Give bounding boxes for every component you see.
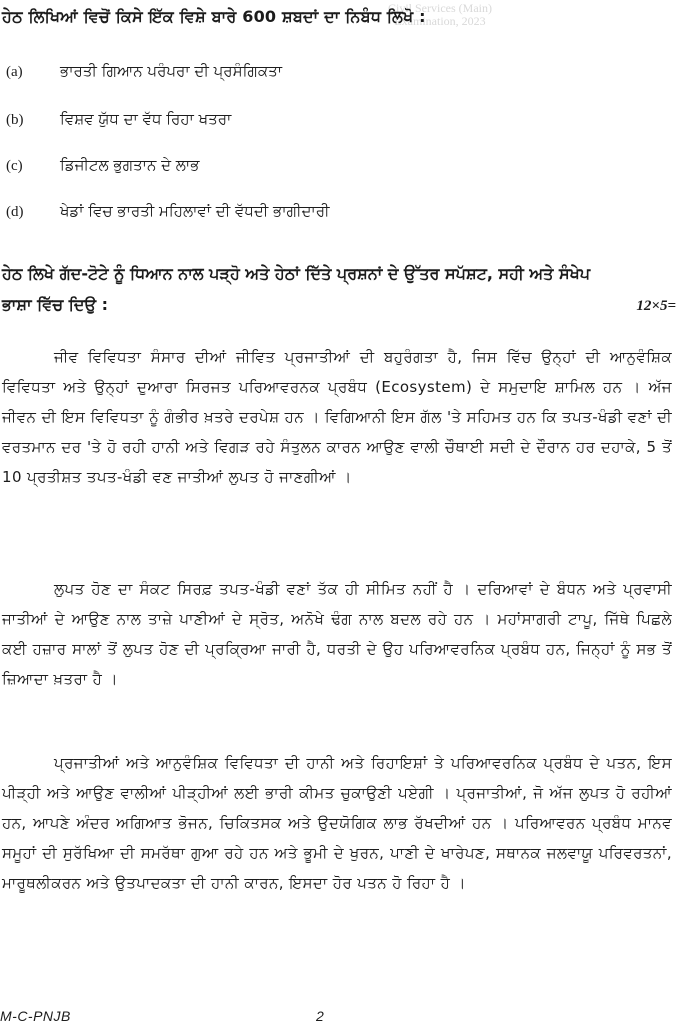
passage-paragraph-3: ਪ੍ਰਜਾਤੀਆਂ ਅਤੇ ਆਨੁਵੰਸ਼ਿਕ ਵਿਵਿਧਤਾ ਦੀ ਹਾਨੀ ਅਤੇ ਰਿਹਾਇਸ਼ਾਂ ਤੇ ਪਰਿਆਵਰਨਿਕ ਪ੍ਰਬੰਧ ਦੇ ਪਤਨ, ਇਸ ਪੀੜ੍ਹੀ ਅਤੇ ਆਉਣ ਵਾਲੀਆਂ ਪੀੜ੍ਹੀਆਂ ਲਈ ਭਾਰੀ ਕੀਮਤ ਚੁਕਾਉਣੀ ਪਏਗੀ । ਪ੍ਰਜਾਤੀਆਂ, ਜੋ ਅੱਜ ਲੁਪਤ ਹੋ ਰਹੀਆਂ ਹਨ, ਆਪਣੇ ਅੰਦਰ ਅਗਿਆਤ ਭੋਜਨ, ਚਿਕਿਤਸਕ ਅਤੇ ਉਦਯੋਗਿਕ ਲਾਭ ਰੱਖਦੀਆਂ ਹਨ । ਪਰਿਆਵਰਨ ਪ੍ਰਬੰਧ ਮਾਨਵ ਸਮੂਹਾਂ ਦੀ ਸੁਰੱਖਿਆ ਦੀ ਸਮਰੱਥਾ ਗੁਆ ਰਹੇ ਹਨ ਅਤੇ ਭੂਮੀ ਦੇ ਖੁਰਨ, ਪਾਣੀ ਦੇ ਖਾਰੇਪਣ, ਸਥਾਨਕ ਜਲਵਾਯੂ ਪਰਿਵਰਤਨਾਂ, ਮਾਰੂਥਲੀਕਰਨ ਅਤੇ ਉਤਪਾਦਕਤਾ ਦੀ ਹਾਨੀ ਕਾਰਨ, ਇਸਦਾ ਹੋਰ ਪਤਨ ਹੋ ਰਿਹਾ ਹੈ । xyxy=(2,754,672,892)
option-text: ਡਿਜੀਟਲ ਭੁਗਤਾਨ ਦੇ ਲਾਭ xyxy=(60,156,200,174)
passage-paragraph-2: ਲੁਪਤ ਹੋਣ ਦਾ ਸੰਕਟ ਸਿਰਫ਼ ਤਪਤ-ਖੰਡੀ ਵਣਾਂ ਤੱਕ ਹੀ ਸੀਮਿਤ ਨਹੀਂ ਹੈ । ਦਰਿਆਵਾਂ ਦੇ ਬੰਧਨ ਅਤੇ ਪ੍ਰਵਾਸੀ ਜਾਤੀਆਂ ਦੇ ਆਉਣ ਨਾਲ ਤਾਜ਼ੇ ਪਾਣੀਆਂ ਦੇ ਸ੍ਰੋਤ, ਅਨੋਖੇ ਢੰਗ ਨਾਲ ਬਦਲ ਰਹੇ ਹਨ । ਮਹਾਂਸਾਗਰੀ ਟਾਪੂ, ਜਿੱਥੇ ਪਿਛਲੇ ਕਈ ਹਜ਼ਾਰ ਸਾਲਾਂ ਤੋਂ ਲੁਪਤ ਹੋਣ ਦੀ ਪ੍ਰਕ੍ਰਿਆ ਜਾਰੀ ਹੈ, ਧਰਤੀ ਦੇ ਉਹ ਪਰਿਆਵਰਨਿਕ ਪ੍ਰਬੰਧ ਹਨ, ਜਿਨ੍ਹਾਂ ਨੂੰ ਸਭ ਤੋਂ ਜ਼ਿਆਦਾ ਖ਼ਤਰਾ ਹੈ । xyxy=(2,580,672,688)
option-label: (a) xyxy=(6,64,23,80)
marks-label: 12×5= xyxy=(636,298,676,314)
paper-code: M-C-PNJB xyxy=(0,1008,71,1024)
option-text: ਖੇਡਾਂ ਵਿਚ ਭਾਰਤੀ ਮਹਿਲਾਵਾਂ ਦੀ ਵੱਧਦੀ ਭਾਗੀਦਾਰੀ xyxy=(60,202,330,220)
essay-question-heading: ਹੇਠ ਲਿਖਿਆਂ ਵਿਚੋਂ ਕਿਸੇ ਇੱਕ ਵਿਸ਼ੇ ਬਾਰੇ 600 ਸ਼ਬਦਾਂ ਦਾ ਨਿਬੰਧ ਲਿਖੋ : xyxy=(2,7,426,26)
essay-option-b xyxy=(6,108,646,131)
option-label: (d) xyxy=(6,204,24,220)
option-label: (b) xyxy=(6,112,24,128)
passage-paragraph-1: ਜੀਵ ਵਿਵਿਧਤਾ ਸੰਸਾਰ ਦੀਆਂ ਜੀਵਿਤ ਪ੍ਰਜਾਤੀਆਂ ਦੀ ਬਹੁਰੰਗਤਾ ਹੈ, ਜਿਸ ਵਿੱਚ ਉਨ੍ਹਾਂ ਦੀ ਆਨੁਵੰਸ਼ਿਕ ਵਿਵਿਧਤਾ ਅਤੇ ਉਨ੍ਹਾਂ ਦੁਆਰਾ ਸਿਰਜਤ ਪਰਿਆਵਰਨਕ ਪ੍ਰਬੰਧ (Ecosystem) ਦੇ ਸਮੁਦਾਇ ਸ਼ਾਮਿਲ ਹਨ । ਅੱਜ ਜੀਵਨ ਦੀ ਇਸ ਵਿਵਿਧਤਾ ਨੂੰ ਗੰਭੀਰ ਖ਼ਤਰੇ ਦਰਪੇਸ਼ ਹਨ । ਵਿਗਿਆਨੀ ਇਸ ਗੱਲ 'ਤੇ ਸਹਿਮਤ ਹਨ ਕਿ ਤਪਤ-ਖੰਡੀ ਵਣਾਂ ਦੀ ਵਰਤਮਾਨ ਦਰ 'ਤੇ ਹੋ ਰਹੀ ਹਾਨੀ ਅਤੇ ਵਿਗੜ ਰਹੇ ਸੰਤੁਲਨ ਕਾਰਨ ਆਉਣ ਵਾਲੀ ਚੌਥਾਈ ਸਦੀ ਦੇ ਦੌਰਾਨ ਹਰ ਦਹਾਕੇ, 5 ਤੋਂ 10 ਪ੍ਰਤੀਸ਼ਤ ਤਪਤ-ਖੰਡੀ ਵਣ ਜਾਤੀਆਂ ਲੁਪਤ ਹੋ ਜਾਣਗੀਆਂ । xyxy=(2,348,672,486)
watermark-line-1: Civil Services (Main) xyxy=(388,1,492,15)
watermark-line-2: Examination, 2023 xyxy=(394,14,486,28)
passage-question-heading: ਹੇਠ ਲਿਖੇ ਗੱਦ-ਟੋਟੇ ਨੂੰ ਧਿਆਨ ਨਾਲ ਪੜ੍ਹੋ ਅਤੇ ਹੇਠਾਂ ਦਿੱਤੇ ਪ੍ਰਸ਼ਨਾਂ ਦੇ ਉੱਤਰ ਸਪੱਸ਼ਟ, ਸਹੀ ਅਤੇ ਸੰਖੇਪ ਭਾਸ਼ਾ ਵਿੱਚ ਦਿਉ : xyxy=(2,264,591,314)
option-text: ਵਿਸ਼ਵ ਯੁੱਧ ਦਾ ਵੱਧ ਰਿਹਾ ਖਤਰਾ xyxy=(60,110,232,128)
essay-option-a xyxy=(6,60,646,83)
page-number: 2 xyxy=(316,1008,324,1024)
option-label: (c) xyxy=(6,158,23,174)
essay-option-d xyxy=(6,200,646,223)
option-text: ਭਾਰਤੀ ਗਿਆਨ ਪਰੰਪਰਾ ਦੀ ਪ੍ਰਸੰਗਿਕਤਾ xyxy=(60,62,282,80)
essay-option-c xyxy=(6,154,646,177)
